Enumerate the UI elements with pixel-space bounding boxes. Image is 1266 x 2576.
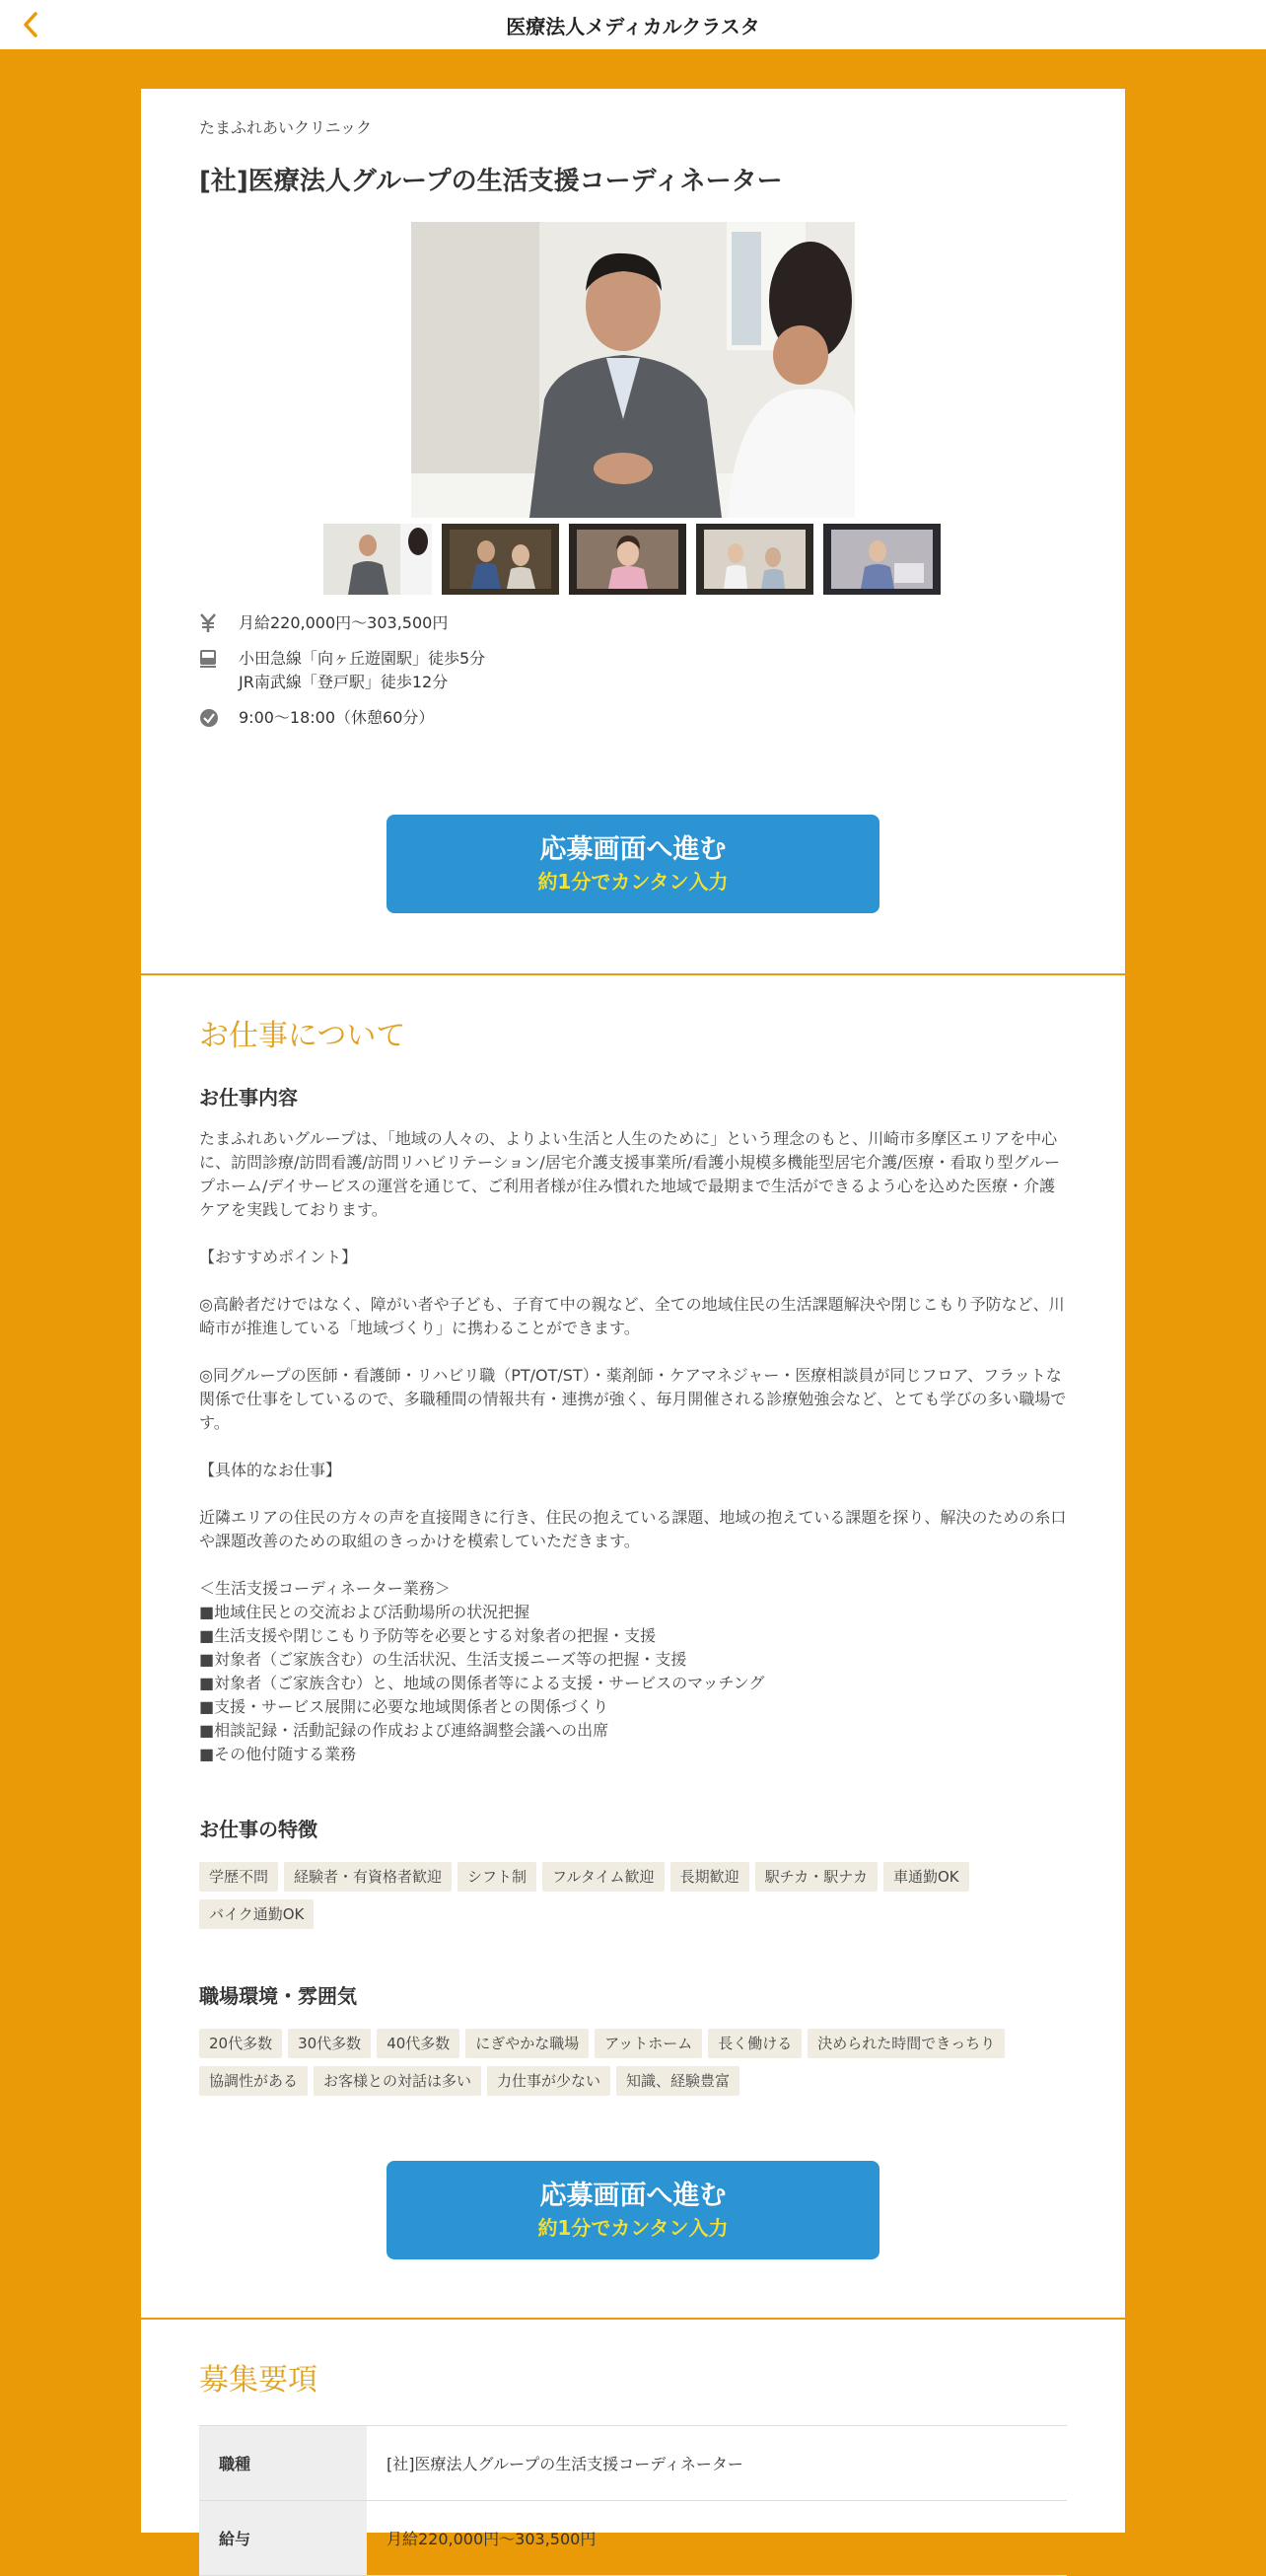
hours-text: 9:00～18:00（休憩60分） [239,708,435,727]
tag: 力仕事が少ない [487,2066,610,2096]
tag: シフト制 [457,1862,536,1892]
row-value: [社]医療法人グループの生活支援コーディネーター [387,2455,743,2473]
row-value: 月給220,000円〜303,500円 [387,2530,597,2548]
access-line-2: JR南武線「登戸駅」徒歩12分 [239,673,449,691]
job-summary-card [141,89,1125,973]
tag: アットホーム [595,2029,702,2058]
row-label: 職種 [199,2426,367,2500]
thumbnail-4[interactable] [696,524,813,595]
thumbnail-2[interactable] [442,524,559,595]
features-tags [199,1862,1067,1929]
tag: 知識、経験豊富 [616,2066,739,2096]
thumbnail-1-image [323,524,432,595]
clock-check-icon [199,708,219,728]
tag: にぎやかな職場 [465,2029,589,2058]
environment-tags [199,2029,1067,2096]
about-job-card [141,975,1125,2318]
thumbnail-3-image [569,524,686,595]
chevron-left-icon [21,11,40,38]
tag: 30代多数 [288,2029,371,2058]
features-title: お仕事の特徴 [199,1818,317,1841]
back-button[interactable] [14,8,47,41]
tag: 20代多数 [199,2029,282,2058]
apply-button-top[interactable] [387,815,879,913]
photo-interview-illustration [411,222,855,518]
clinic-name: たまふれあいクリニック [199,118,373,137]
tag: 学歴不問 [199,1862,278,1892]
page-title: 医療法人メディカルクラスタ [506,14,760,38]
tag: フルタイム歓迎 [542,1862,665,1892]
thumbnail-5-image [823,524,941,595]
train-icon [199,649,217,669]
thumbnail-1[interactable] [323,524,432,595]
content-title: お仕事内容 [199,1086,298,1109]
table-row [199,2426,1067,2501]
access-row [199,647,988,694]
apply-button-label: 応募画面へ進む [539,2181,727,2211]
tag: 長期歓迎 [670,1862,749,1892]
tag: 40代多数 [377,2029,459,2058]
apply-button-sublabel: 約1分でカンタン入力 [537,870,729,894]
tag: 経験者・有資格者歓迎 [284,1862,452,1892]
requirements-table [199,2425,1067,2576]
tag: 車通勤OK [883,1862,969,1892]
salary-text: 月給220,000円〜303,500円 [239,613,449,632]
tag: 長く働ける [708,2029,802,2058]
thumbnail-5[interactable] [823,524,941,595]
row-label: 給与 [199,2501,367,2575]
job-info [199,611,988,742]
tag: バイク通勤OK [199,1899,314,1929]
tag: 決められた時間できっちり [808,2029,1005,2058]
photo-thumbnails [323,524,941,595]
environment-title: 職場環境・雰囲気 [199,1984,357,2008]
tag: お客様との対話は多い [314,2066,481,2096]
section-title-recruit: 募集要項 [199,2363,317,2397]
top-bar [0,0,1266,49]
yen-icon [199,613,217,633]
thumbnail-2-image [442,524,559,595]
main-photo[interactable] [411,222,855,518]
content-text: たまふれあいグループは、「地域の人々の、よりよい生活と人生のために」という理念のもと、川崎市多摩区エリアを中心に、訪問診療/訪問看護/訪問リハビリテーション/居宅介護支援事業所/看護小規模多機能型居宅介護/医療・看取り型グループホーム/デイサービスの運営を通じて、ご利用者様が住み慣れた地域で最期まで生活ができるよう心を込めた医療・介護ケアを実践しております。 【おすすめポイント】 ◎高齢者だけではなく、障がい者や子ども、子育て中の親など、全ての地域住民の生活課題解決や閉じこもり予防など、川崎市が推進している「地域づくり」に携わることができます。 ◎同グループの医師・看護師・リハビリ職（PT/OT/ST）・薬剤師・ケアマネジャー・医療相談員が同じフロア、フラットな関係で仕事をしているので、多職種間の情報共有・連携が強く、毎月開催される診療勉強会など、とても学びの多い職場です。 【具体的なお仕事】 近隣エリアの住民の方々の声を直接聞きに行き、住民の抱えている課題、地域の抱えている課題を探り、解決のための糸口や課題改善のための取組のきっかけを模索していただきます。 ＜生活支援コーディネーター業務＞ ■地域住民との交流および活動場所の状況把握 ■生活支援や閉じこもり予防等を必要とする対象者の把握・支援 ■対象者（ご家族含む）の生活状況、生活支援ニーズ等の把握・支援 ■対象者（ご家族含む）と、地域の関係者等による支援・サービスのマッチング ■支援・サービス展開に必要な地域関係者との関係づくり ■相談記録・活動記録の作成および連絡調整会議への出席 ■その他付随する業務 [199,1129,1067,1763]
hours-row [199,706,988,730]
section-title-about: お仕事について [199,1019,406,1053]
tag: 駅チカ・駅ナカ [755,1862,878,1892]
table-row [199,2501,1067,2576]
thumbnail-4-image [696,524,813,595]
apply-button-label: 応募画面へ進む [539,834,727,865]
tag: 協調性がある [199,2066,308,2096]
apply-button-bottom[interactable] [387,2161,879,2259]
apply-button-sublabel: 約1分でカンタン入力 [537,2216,729,2240]
thumbnail-3[interactable] [569,524,686,595]
salary-row [199,611,988,635]
recruit-card [141,2320,1125,2548]
job-title: [社]医療法人グループの生活支援コーディネーター [199,167,783,196]
access-line-1: 小田急線「向ヶ丘遊園駅」徒歩5分 [239,649,486,668]
